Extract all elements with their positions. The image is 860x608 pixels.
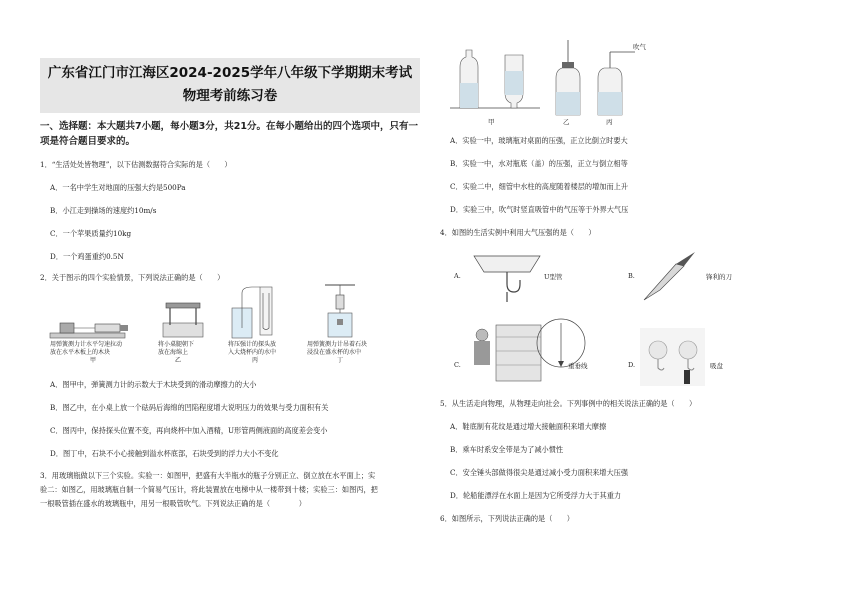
page-title: 广东省江门市江海区2024-2025学年八年级下学期期末考试物理考前练习卷: [40, 58, 420, 113]
question-3-option-b: B．实验一中，水对瓶底（盖）的压强，正立与倒立相等: [450, 159, 628, 168]
question-3-line-2: 验二：如图乙，用玻璃瓶自制一个简易气压计，将此装置放在电梯中从一楼带到十楼；实验三：如图丙，把: [40, 485, 378, 494]
question-3-line-1: 3．用玻璃瓶做以下三个实验。实验一：如图甲，把盛有大半瓶水的瓶子分别正立、倒立放在水平面上；实: [40, 471, 376, 480]
caption-bing-label: 丙: [252, 357, 259, 364]
blow-label: 吹气: [633, 43, 646, 51]
suction-cup-icon: [640, 328, 705, 386]
sink-u-pipe-icon: [472, 250, 542, 305]
caption-ding-line2: 浸没在盛水杯的水中: [307, 349, 362, 356]
caption-bing-line1: 将压强计的探头放: [228, 341, 277, 348]
question-3: [40, 469, 420, 511]
caption-jia-label: 甲: [90, 357, 97, 364]
caption-yi-line2: 放在海绵上: [158, 349, 189, 356]
question-1-option-a: A．一名中学生对地面的压强大约是500Pa: [50, 183, 186, 192]
question-5-option-c: C．安全锤头部做得很尖是通过减小受力面积来增大压强: [450, 468, 629, 477]
caption-yi-line1: 将小桌腿朝下: [158, 341, 195, 348]
question-1: [40, 159, 420, 262]
question-2-option-d: D．图丁中，石块不小心接触到溢水杯底部，石块受到的浮力大小不变化: [50, 449, 279, 458]
caption-bing-line2: 入大烧杯内的水中: [228, 349, 277, 356]
plumb-line-wall-icon: [466, 323, 561, 383]
question-3-option-d: D．实验三中，吹气时竖直吸管中的气压等于外界大气压: [450, 205, 629, 214]
question-1-option-b: B．小江走到操场的速度约10m/s: [50, 206, 157, 215]
table-on-sponge-figure: [158, 295, 208, 340]
question-2: [40, 272, 420, 459]
q4-label-d: 吸盘: [710, 362, 723, 370]
question-1-option-d: D．一个鸡蛋重约0.5N: [50, 252, 124, 261]
q4-letter-d: D.: [628, 361, 636, 369]
left-column: [40, 58, 420, 511]
question-5-option-a: A．鞋底制有花纹是通过增大接触面积来增大摩擦: [450, 422, 607, 431]
overflow-cup-figure: [320, 283, 360, 340]
q4-label-a: U型管: [544, 273, 563, 281]
bottles-figure: [450, 45, 540, 117]
fig-label-jia: 甲: [488, 118, 495, 126]
question-1-stem: 1．“生活处处皆物理”，以下估测数据符合实际的是（ ）: [40, 160, 232, 169]
question-5-option-d: D．轮船能漂浮在水面上是因为它所受浮力大于其重力: [450, 491, 622, 500]
caption-yi-label: 乙: [175, 357, 182, 364]
question-5-option-b: B．乘车时系安全带是为了减小惯性: [450, 445, 564, 454]
caption-ding-label: 丁: [337, 357, 344, 364]
question-3-option-c: C．实验二中，细管中水柱的高度随着楼层的增加而上升: [450, 182, 629, 191]
question-2-option-c: C．图丙中，保持探头位置不变，再向烧杯中加入酒精，U形管两侧液面的高度差会变小: [50, 426, 328, 435]
knife-icon: [640, 248, 700, 303]
question-2-figures: [40, 283, 420, 375]
question-2-option-b: B．图乙中，在小桌上放一个砝码后海绵的凹陷程度增大说明压力的效果与受力面积有关: [50, 403, 329, 412]
question-1-option-c: C．一个苹果质量约10kg: [50, 229, 132, 238]
question-6-stem: 6．如图所示，下列说法正确的是（ ）: [440, 514, 574, 523]
q4-letter-c: C.: [454, 361, 461, 369]
right-column: [440, 40, 825, 524]
question-3-option-a: A．实验一中，玻璃瓶对桌面的压强，正立比倒立时要大: [450, 136, 628, 145]
question-5-stem: 5．从生活走向物理，从物理走向社会。下列事例中的相关说法正确的是（ ）: [440, 399, 697, 408]
straw-blow-figure: [590, 40, 650, 118]
fig-label-bing: 丙: [606, 118, 613, 126]
question-2-option-a: A．图甲中，弹簧测力计的示数大于木块受到的滑动摩擦力的大小: [50, 380, 257, 389]
question-2-stem: 2．关于图示的四个实验情景，下列说法正确的是（ ）: [40, 273, 225, 282]
section-heading: 一、选择题：本大题共7小题，每小题3分，共21分。在每小题给出的四个选项中，只有一项是符合题目要求的。: [40, 121, 418, 147]
caption-jia-line2: 放在水平木板上的木块: [50, 349, 111, 356]
caption-jia-line1: 用弹簧测力计水平匀速拉动: [50, 341, 123, 348]
question-3-figures: [440, 40, 825, 125]
q4-letter-a: A.: [454, 272, 461, 280]
q4-label-c: 重垂线: [568, 362, 588, 370]
fig-label-yi: 乙: [563, 118, 570, 126]
question-3-line-3: 一根吸管插在盛水的玻璃瓶中，用另一根吸管吹气。下列说法正确的是（ ）: [40, 499, 306, 508]
spring-scale-block-figure: [50, 303, 135, 343]
question-4-figures: [440, 238, 825, 388]
q4-letter-b: B.: [628, 272, 635, 280]
caption-ding-line1: 用弹簧测力计吊着石块: [307, 341, 368, 348]
q4-label-b: 锋利的刀: [706, 273, 732, 281]
question-4-stem: 4．如图的生活实例中利用大气压强的是（ ）: [440, 228, 596, 237]
pressure-gauge-figure: [230, 283, 280, 340]
barometer-bottle-figure: [548, 40, 588, 118]
